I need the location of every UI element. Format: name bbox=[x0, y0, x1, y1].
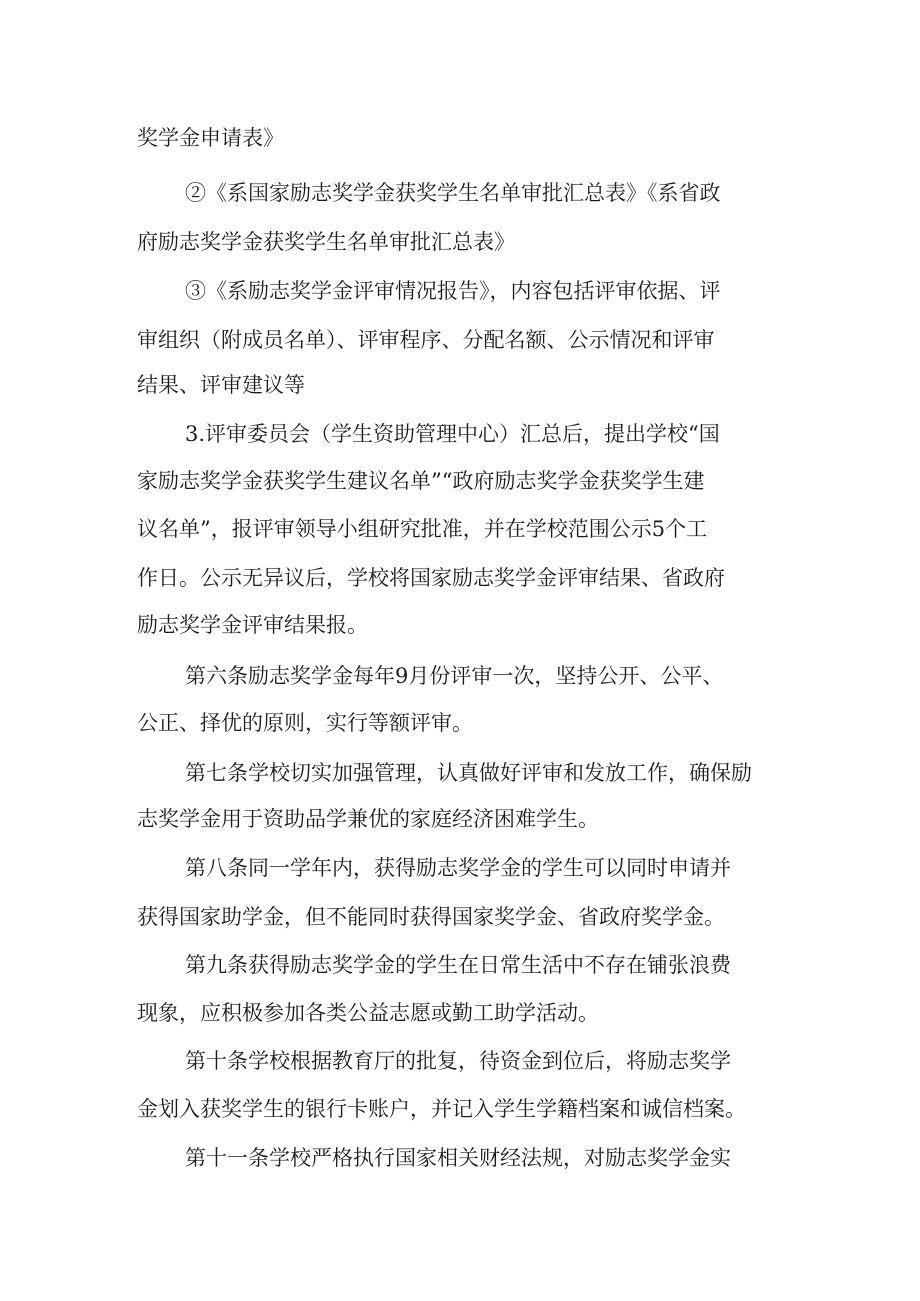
text-line: 作日。公示无异议后，学校将国家励志奖学金评审结果、省政府 bbox=[137, 566, 725, 590]
text-line: 奖学金申请表》 bbox=[137, 126, 284, 150]
text-line: 第八条同一学年内，获得励志奖学金的学生可以同时申请并 bbox=[185, 856, 731, 880]
text-line: 第六条励志奖学金每年9月份评审一次，坚持公开、公平、 bbox=[185, 664, 724, 688]
text-line: 家励志奖学金获奖学生建议名单”“政府励志奖学金获奖学生建 bbox=[137, 469, 705, 493]
text-line: 第十一条学校严格执行国家相关财经法规，对励志奖学金实 bbox=[185, 1146, 731, 1170]
text-line: 志奖学金用于资助品学兼优的家庭经济困难学生。 bbox=[137, 807, 599, 831]
text-line: 3.评审委员会（学生资助管理中心）汇总后，提出学校“国 bbox=[185, 422, 720, 446]
text-line: 结果、评审建议等 bbox=[137, 373, 305, 397]
text-line: 励志奖学金评审结果报。 bbox=[137, 613, 368, 637]
text-line: 议名单”，报评审领导小组研究批准，并在学校范围公示5个工 bbox=[137, 517, 708, 541]
text-line: 府励志奖学金获奖学生名单审批汇总表》 bbox=[137, 230, 515, 254]
text-line: 第七条学校切实加强管理，认真做好评审和发放工作，确保励 bbox=[185, 761, 752, 785]
text-line: ③《系励志奖学金评审情况报告》，内容包括评审依据、评 bbox=[185, 279, 721, 303]
text-line: 第十条学校根据教育厅的批复，待资金到位后，将励志奖学 bbox=[185, 1049, 731, 1073]
text-line: 获得国家助学金，但不能同时获得国家奖学金、省政府奖学金。 bbox=[137, 905, 725, 929]
text-line: ②《系国家励志奖学金获奖学生名单审批汇总表》《系省政 bbox=[185, 181, 721, 205]
text-line: 审组织（附成员名单）、评审程序、分配名额、公示情况和评审 bbox=[137, 328, 715, 352]
text-line: 现象，应积极参加各类公益志愿或勤工助学活动。 bbox=[137, 1001, 599, 1025]
text-line: 公正、择优的原则，实行等额评审。 bbox=[137, 711, 473, 735]
text-line: 金划入获奖学生的银行卡账户，并记入学生学籍档案和诚信档案。 bbox=[137, 1097, 746, 1121]
text-line: 第九条获得励志奖学金的学生在日常生活中不存在铺张浪费 bbox=[185, 953, 731, 977]
